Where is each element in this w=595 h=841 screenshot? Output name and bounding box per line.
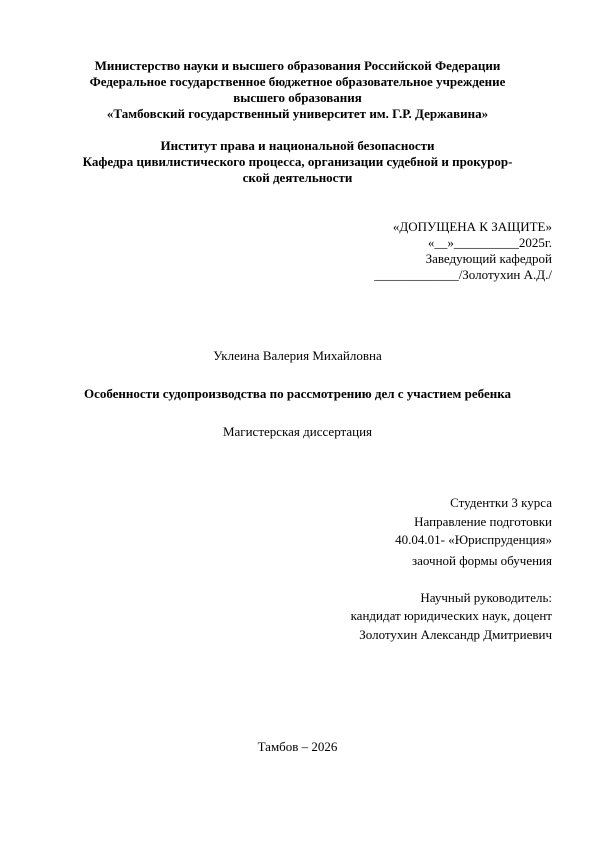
student-course: Студентки 3 курса xyxy=(450,495,552,510)
ministry-line: Министерство науки и высшего образования Российской Федерации xyxy=(94,58,501,73)
approval-role: Заведующий кафедрой xyxy=(425,251,552,266)
approval-title: «ДОПУЩЕНА К ЗАЩИТЕ» xyxy=(392,219,552,234)
direction-label: Направление подготовки xyxy=(414,514,552,529)
supervisor-name: Золотухин Александр Дмитриевич xyxy=(359,627,552,642)
thesis-title: Особенности судопроизводства по рассмотрению дел с участием ребенка xyxy=(83,386,512,401)
institute-name: Институт права и национальной безопасности xyxy=(160,138,435,153)
department-name: Кафедра цивилистического процесса, организации судебной и прокурор- xyxy=(82,154,513,169)
city-year: Тамбов – 2026 xyxy=(257,739,338,754)
university-name: «Тамбовский государственный университет им. Г.Р. Державина» xyxy=(106,106,489,121)
supervisor-degree: кандидат юридических наук, доцент xyxy=(350,608,552,623)
thesis-type: Магистерская диссертация xyxy=(222,424,373,439)
approval-date: «__»__________2025г. xyxy=(427,235,552,250)
institution-line-continued: высшего образования xyxy=(233,90,362,105)
study-form: заочной формы обучения xyxy=(411,553,552,568)
direction-code: 40.04.01- «Юриспруденция» xyxy=(395,532,552,547)
institution-line: Федеральное государственное бюджетное образовательное учреждение xyxy=(89,74,506,89)
supervisor-label: Научный руководитель: xyxy=(420,590,552,605)
approval-signature: _____________/Золотухин А.Д./ xyxy=(374,267,552,282)
author-name: Уклеина Валерия Михайловна xyxy=(213,348,382,363)
department-name-continued: ской деятельности xyxy=(242,170,353,185)
